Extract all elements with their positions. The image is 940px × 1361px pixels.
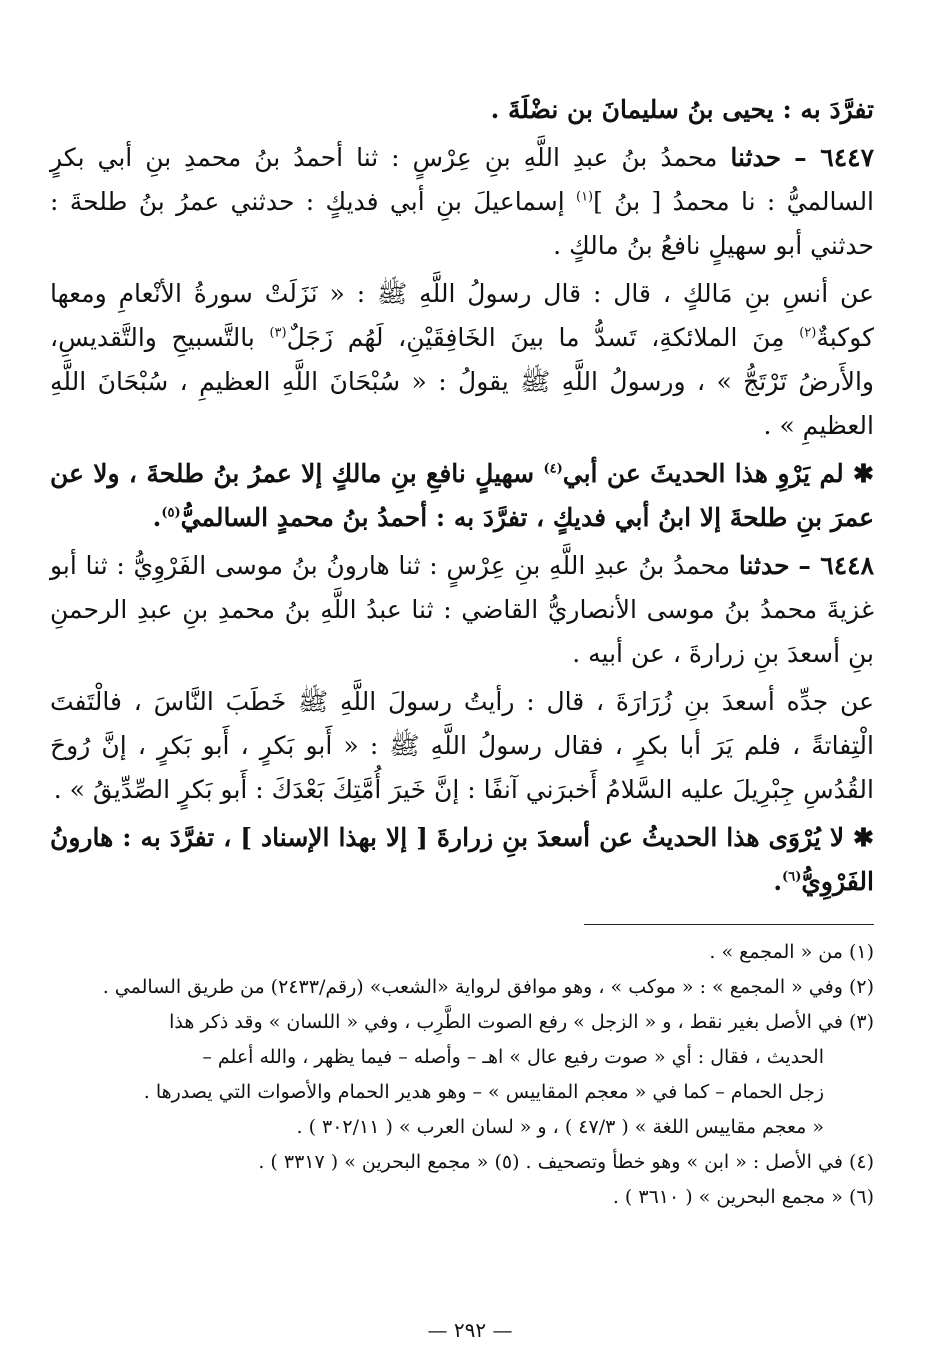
footnote-4-5: (٤) في الأصل : « ابن » وهو خطأ وتصحيف . (٥) « مجمع البحرين » ( ٣٣١٧ ) . <box>258 1151 874 1173</box>
hadith-6448-isnad <box>50 544 874 676</box>
matn-text: بالتَّسبيحِ والتَّقديسِ، والأَرضُ تَرْتَجُّ » ، ورسولُ اللَّهِ ﷺ يقولُ : « سُبْحَانَ اللَّهِ العظيمِ ، سُبْحَانَ اللَّهِ العظيمِ » . <box>50 323 874 440</box>
hadith-lead: حدثنا <box>730 143 782 172</box>
page-number: — ٢٩٢ — <box>427 1318 513 1342</box>
commentary-text: ✱ لا يُرْوَى هذا الحديثُ عن أسعدَ بنِ زرارةَ [ إلا بهذا الإسناد ] ، تفرَّدَ به : هارونُ الفَرْوِيُّ <box>50 823 874 896</box>
hadith-number: ٦٤٤٧ – <box>794 143 875 172</box>
footnote-ref: (٣) <box>269 325 287 341</box>
hadith-lead: حدثنا <box>738 551 790 580</box>
matn-text: مِنَ الملائكةِ، تَسدُّ ما بينَ الخَافِقَيْنِ، لَهُم زَجَلٌ <box>286 323 785 352</box>
footnote-ref: (٥) <box>161 505 181 521</box>
footnote-ref: (٦) <box>782 869 802 885</box>
footnote-2: (٢) وفي « المجمع » : « موكب » ، وهو موافق لرواية «الشعب» (رقم/٢٤٣٣) من طريق السالمي . <box>102 976 874 998</box>
isnad-text: محمدُ بنُ عبدِ اللَّهِ بنِ عِرْسٍ : ثنا أحمدُ بنُ محمدِ بنِ أبي بكرٍ السالميُّ : نا محمدُ [ بنُ ] <box>50 143 875 216</box>
footnote-6: (٦) « مجمع البحرين » ( ٣٦١٠ ) . <box>612 1186 874 1208</box>
commentary-6448 <box>50 816 874 904</box>
footnote-ref: (١) <box>575 189 594 205</box>
footnote-separator <box>584 924 874 925</box>
footnote-3-line-2: الحديث ، فقال : أي « صوت رفيع عال » اهـ – وأصله – فيما يظهر ، والله أعلم – <box>202 1046 824 1068</box>
footnote-1: (١) من « المجمع » . <box>709 941 874 963</box>
hadith-6448-matn: عن جدِّه أسعدَ بنِ زُرَارَةَ ، قال : رأيتُ رسولَ اللَّهِ ﷺ خَطَبَ النَّاسَ ، فالْتَفتَ الْتِفاتةً ، فلم يَرَ أبا بكرٍ ، فقال رسولُ اللَّهِ ﷺ : « أَبو بَكرٍ ، أَبو بَكرٍ ، إنَّ رُوحَ القُدُسِ جِبْرِيلَ عليه السَّلامُ أَخبرَني آنفًا : إنَّ خَيرَ أُمَّتِكَ بَعْدَكَ : أَبو بَكرٍ الصِّدِّيقُ » . <box>50 687 874 804</box>
footnote-3-line-3: زجل الحمام – كما في « معجم المقاييس » – وهو هدير الحمام والأصوات التي يصدرها . <box>143 1081 824 1103</box>
paragraph-tafarrud: تفرَّدَ به : يحيى بنُ سليمانَ بن نضْلَةَ . <box>490 95 874 124</box>
matn-text: عن أنسِ بنِ مَالكٍ ، قال : قال رسولُ اللَّهِ ﷺ : « نَزَلَتْ سورةُ الأنْعامِ ومعها كوكبةٌ <box>50 279 875 352</box>
commentary-6447 <box>50 452 874 540</box>
footnote-ref: (٢) <box>799 325 817 341</box>
commentary-end: . <box>773 867 783 896</box>
isnad-text-continued: إسماعيلَ بنِ أبي فديكٍ : حدثني عمرُ بنُ طلحةَ : حدثني أبو سهيلٍ نافعُ بنُ مالكٍ . <box>50 187 874 260</box>
footnote-ref: (٤) <box>543 461 563 477</box>
hadith-6447-isnad <box>50 136 874 268</box>
commentary-text: ✱ لم يَرْوِ هذا الحديثَ عن أبي <box>562 459 874 488</box>
hadith-number: ٦٤٤٨ – <box>798 551 875 580</box>
commentary-end: . <box>152 503 162 532</box>
main-text <box>50 88 874 904</box>
isnad-text: محمدُ بنُ عبدِ اللَّهِ بنِ عِرْسٍ : ثنا هارونُ بنُ موسى الفَرْوِيُّ : ثنا أبو غزيةَ محمدُ بنُ موسى الأنصاريُّ القاضي : ثنا عبدُ اللَّهِ بنُ محمدِ بنِ عبدِ الرحمنِ بنِ أسعدَ بنِ زرارةَ ، عن أبيه . <box>50 551 874 668</box>
footnotes <box>50 935 874 1215</box>
hadith-6447-matn <box>50 272 874 448</box>
footnote-3-line-4: « معجم مقاييس اللغة » ( ٤٧/٣ ) ، و « لسان العرب » ( ٣٠٢/١١ ) . <box>296 1116 824 1138</box>
commentary-text: سهيلٍ نافعِ بنِ مالكٍ إلا عمرُ بنُ طلحةَ ، ولا عن عمرَ بنِ طلحةَ إلا ابنُ أبي فديكٍ ، تفرَّدَ به : أحمدُ بنُ محمدٍ السالميُّ <box>50 459 874 532</box>
footnote-3: (٣) في الأصل بغير نقط ، و « الزجل » رفع الصوت الطَّرِب ، وفي « اللسان » وقد ذكر هذا <box>169 1011 874 1033</box>
